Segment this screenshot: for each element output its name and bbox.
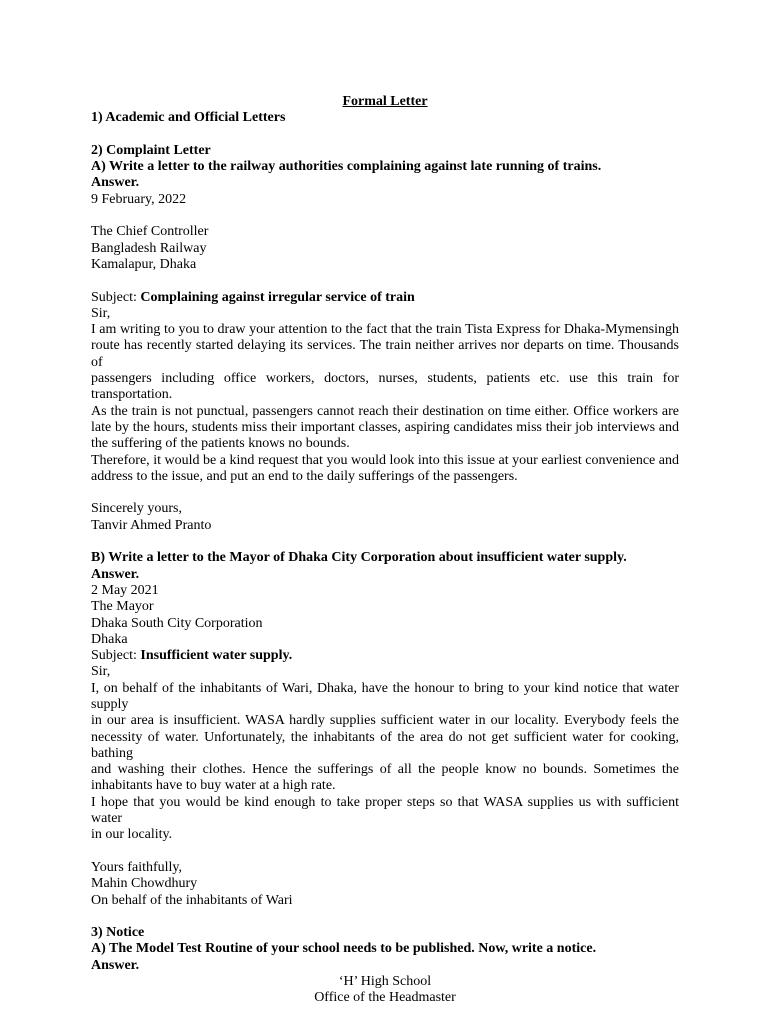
body-line: As the train is not punctual, passengers cannot reach their destination on time either. Office workers are [91, 403, 679, 419]
letter-date: 2 May 2021 [91, 582, 159, 598]
question-b: B) Write a letter to the Mayor of Dhaka City Corporation about insufficient water supply. [91, 550, 627, 566]
address-line: The Chief Controller [91, 224, 209, 240]
body-line: inhabitants have to buy water at a high rate. [91, 778, 336, 794]
section-heading-complaint-letter: 2) Complaint Letter [91, 142, 211, 158]
notice-question: A) The Model Test Routine of your school needs to be published. Now, write a notice. [91, 941, 597, 957]
letter-subject [91, 290, 679, 306]
body-line: route has recently started delaying its services. The train neither arrives nor departs on time. Thousands of [91, 338, 679, 370]
address-line: Dhaka South City Corporation [91, 615, 263, 631]
subject-prefix: Subject: [91, 648, 141, 664]
address-line: Kamalapur, Dhaka [91, 256, 197, 272]
body-line: late by the hours, students miss their important classes, aspiring candidates miss their job interviews and [91, 419, 679, 435]
body-line: passengers including office workers, doctors, nurses, students, patients etc. use this train for transportation. [91, 371, 679, 403]
body-line: I hope that you would be kind enough to take proper steps so that WASA supplies us with sufficient water [91, 794, 679, 827]
signature-note: On behalf of the inhabitants of Wari [91, 892, 293, 908]
salutation: Sir, [91, 305, 111, 321]
closing: Yours faithfully, [91, 859, 183, 875]
signature: Mahin Chowdhury [91, 876, 198, 892]
address-line: Dhaka [91, 631, 128, 647]
body-line: Therefore, it would be a kind request that you would look into this issue at your earliest convenience and [91, 452, 679, 468]
document-content [91, 94, 679, 1007]
notice-office: Office of the Headmaster [314, 990, 456, 1006]
section-heading-notice: 3) Notice [91, 925, 145, 941]
answer-label: Answer. [91, 957, 140, 973]
body-line: in our locality. [91, 827, 173, 843]
address-line: Bangladesh Railway [91, 240, 207, 256]
section-heading-academic-letters: 1) Academic and Official Letters [91, 110, 286, 126]
letter-subject [91, 648, 679, 664]
document-title: Formal Letter [342, 94, 428, 109]
salutation: Sir, [91, 664, 111, 680]
answer-label: Answer. [91, 175, 140, 191]
letter-date: 9 February, 2022 [91, 191, 187, 207]
body-line: I, on behalf of the inhabitants of Wari, Dhaka, have the honour to bring to your kind notice that water supply [91, 680, 679, 712]
closing: Sincerely yours, [91, 501, 182, 517]
answer-label: Answer. [91, 566, 140, 582]
body-line: necessity of water. Unfortunately, the inhabitants of the area do not get sufficient water for cooking, bathing [91, 729, 679, 761]
body-line: I am writing to you to draw your attention to the fact that the train Tista Express for Dhaka-Mymensingh [91, 322, 679, 338]
subject-text: Complaining against irregular service of train [140, 289, 415, 305]
address-line: The Mayor [91, 599, 154, 615]
body-line: the suffering of the patients knows no bounds. [91, 436, 350, 452]
body-line: in our area is insufficient. WASA hardly supplies sufficient water in our locality. Everybody feels the [91, 713, 679, 729]
signature: Tanvir Ahmed Pranto [91, 517, 212, 533]
subject-text: Insufficient water supply. [140, 648, 293, 664]
notice-school-name: ‘H’ High School [338, 974, 432, 990]
subject-prefix: Subject: [91, 289, 141, 305]
question-a: A) Write a letter to the railway authorities complaining against late running of trains. [91, 159, 602, 175]
body-line: and washing their clothes. Hence the sufferings of all the people know no bounds. Sometimes the [91, 762, 679, 778]
body-line: address to the issue, and put an end to the daily sufferings of the passengers. [91, 468, 518, 484]
